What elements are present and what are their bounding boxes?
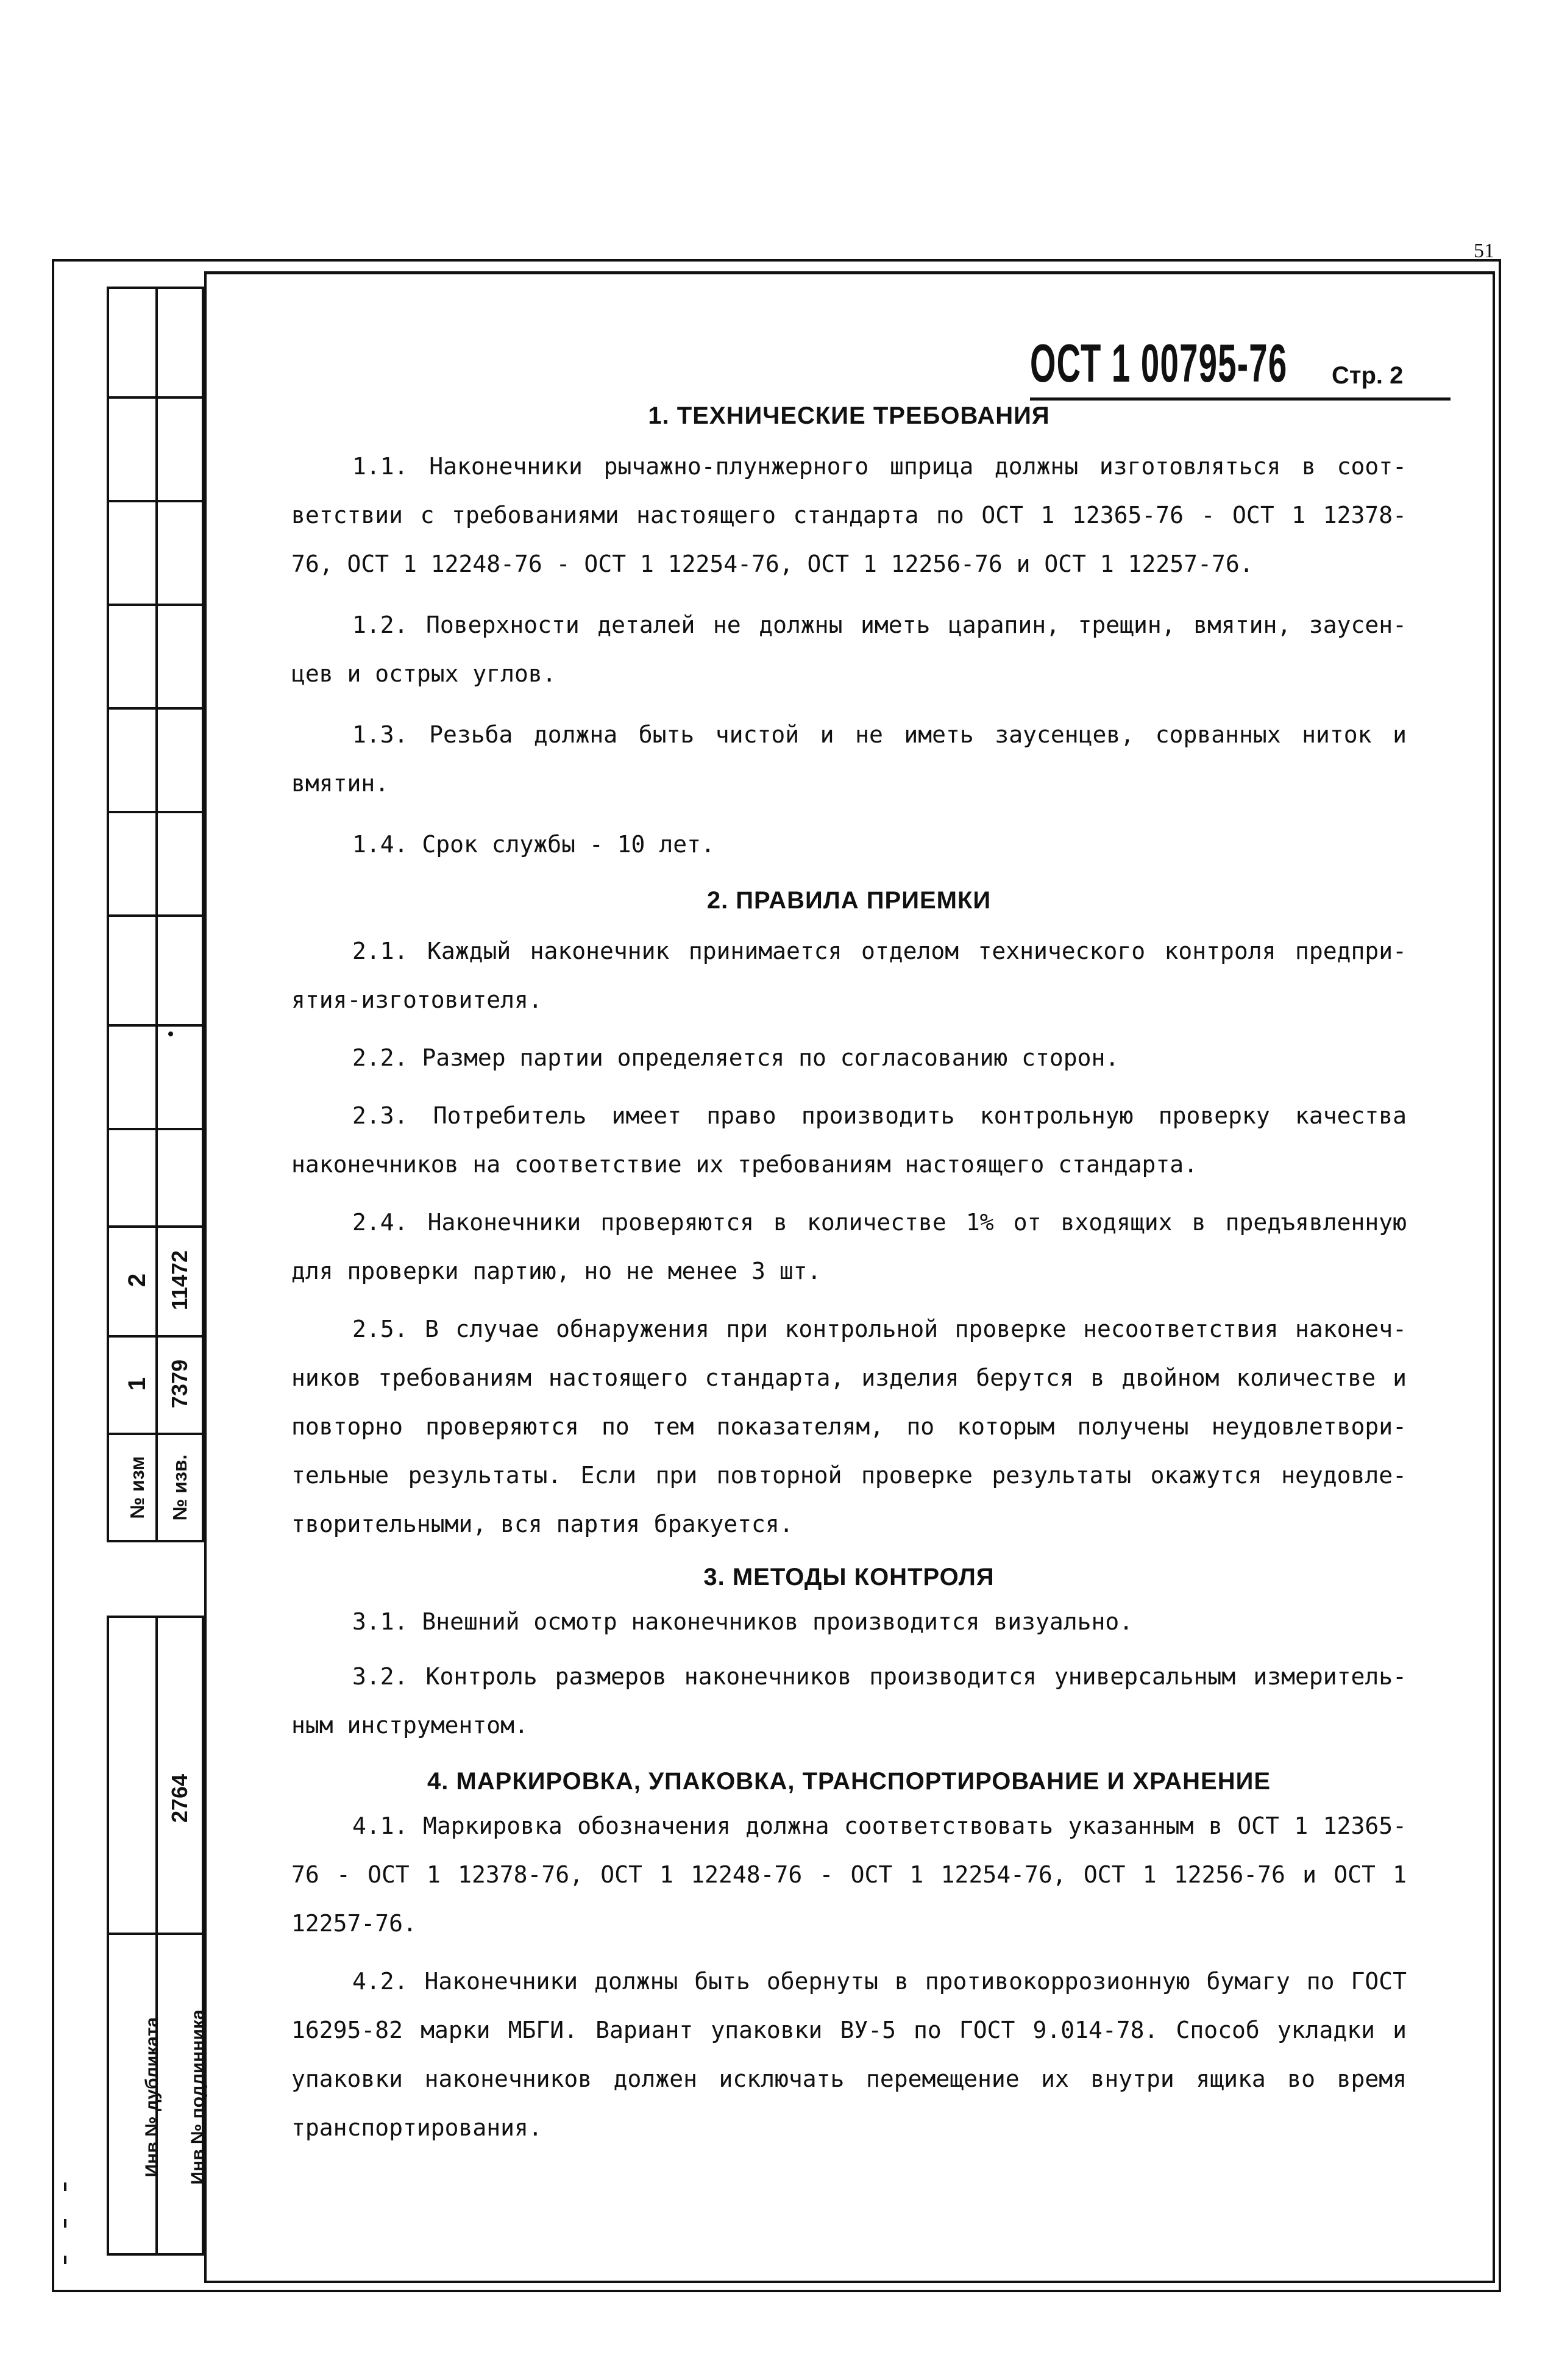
changes-row-line (107, 396, 204, 399)
change-no-label: № изм (126, 1456, 148, 1519)
document-designation (1030, 332, 1445, 394)
clause-text: 2.4. Наконечники проверяются в количестве 1% от входящих в предъявленную для проверки партию, но не менее 3 шт. (291, 1209, 1407, 1284)
clause-3-1 (291, 1597, 1407, 1646)
clause-1-1 (291, 442, 1407, 588)
margin-dash (64, 2219, 66, 2228)
changes-row-line (107, 604, 204, 606)
clause-text: 1.2. Поверхности деталей не должны иметь царапин, трещин, вмятин, заусен-цев и острых углов. (291, 611, 1407, 687)
standard-code: ОСТ 1 00795-76 (1030, 333, 1288, 393)
clause-1-3 (291, 710, 1407, 808)
clause-3-2 (291, 1652, 1407, 1750)
changes-row-line (107, 1128, 204, 1130)
clause-text: 4.2. Наконечники должны быть обернуты в противокоррозионную бумагу по ГОСТ 16295-82 марки МБГИ. Вариант упаковки ВУ-5 по ГОСТ 9.014-78. Способ укладки и упаковки наконечников должен исключать перемещение их внутри ящика во время транспортирования. (291, 1968, 1407, 2141)
change-1: 1 (124, 1377, 151, 1391)
clause-2-3 (291, 1091, 1407, 1189)
clause-text: 3.1. Внешний осмотр наконечников производится визуально. (352, 1608, 1134, 1635)
clause-text: 2.5. В случае обнаружения при контрольной проверке несоответствия наконеч-ников требованиям настоящего стандарта, изделия берутся в двойном количестве и повторно проверяются по тем показателям, по которым получены неудовлетвори-тельные результаты. Если при повторной проверке результаты окажутся неудовле-творительными, вся партия бракуется. (291, 1316, 1407, 1537)
clause-text: 4.1. Маркировка обозначения должна соответствовать указанным в ОСТ 1 12365-76 - ОСТ 1 12378-76, ОСТ 1 12248-76 - ОСТ 1 12254-76, ОСТ 1 12256-76 и ОСТ 1 12257-76. (291, 1812, 1407, 1937)
clause-2-4 (291, 1198, 1407, 1295)
margin-dash (64, 2256, 66, 2264)
clause-text: 1.1. Наконечники рычажно-плунжерного шприца должны изготовляться в соот-ветствии с требованиями настоящего стандарта по ОСТ 1 12365-76 - ОСТ 1 12378-76, ОСТ 1 12248-76 - ОСТ 1 12254-76, ОСТ 1 12256-76 и ОСТ 1 12257-76. (291, 453, 1407, 577)
changes-row-line (107, 1225, 204, 1228)
duplicate-inv-label: Инв № дубликата (142, 2017, 162, 2178)
page-label: Стр. 2 (1332, 362, 1404, 389)
margin-dash (64, 2182, 66, 2191)
document-body (291, 396, 1407, 2152)
clause-text: 2.1. Каждый наконечник принимается отделом технического контроля предпри-ятия-изготовителя. (291, 938, 1407, 1013)
doc-2: 11472 (167, 1250, 192, 1311)
doc-1: 7379 (167, 1359, 192, 1409)
original-inv-label: Инв № подлинника (188, 2009, 208, 2185)
clause-2-1 (291, 927, 1407, 1024)
original-inv-number: 2764 (167, 1773, 192, 1823)
changes-row-line (107, 914, 204, 917)
changes-row-line (107, 811, 204, 813)
change-2: 2 (124, 1273, 151, 1288)
clause-1-2 (291, 600, 1407, 698)
changes-row-line (107, 500, 204, 502)
changes-row-line (107, 707, 204, 710)
section-title: 1. ТЕХНИЧЕСКИЕ ТРЕБОВАНИЯ (648, 402, 1050, 429)
clause-4-2 (291, 1957, 1407, 2152)
clause-text: 2.2. Размер партии определяется по согласованию сторон. (352, 1044, 1120, 1071)
clause-text: 1.4. Срок службы - 10 лет. (352, 831, 715, 858)
clause-1-4 (291, 820, 1407, 869)
clause-text: 3.2. Контроль размеров наконечников производится универсальным измеритель-ным инструментом. (291, 1663, 1407, 1739)
clause-2-5 (291, 1305, 1407, 1548)
changes-row-line (107, 1024, 204, 1027)
clause-2-2 (291, 1033, 1407, 1082)
mark-dot (168, 1031, 173, 1036)
inventory-row-line (107, 1933, 204, 1935)
clause-4-1 (291, 1801, 1407, 1948)
sheet-number: 51 (1474, 240, 1494, 262)
section-title: 2. ПРАВИЛА ПРИЕМКИ (706, 887, 992, 914)
section-title: 4. МАРКИРОВКА, УПАКОВКА, ТРАНСПОРТИРОВАНИЕ И ХРАНЕНИЕ (427, 1768, 1271, 1795)
clause-text: 2.3. Потребитель имеет право производить контрольную проверку качества наконечников на соответствие их требованиям настоящего стандарта. (291, 1102, 1407, 1178)
section-title: 3. МЕТОДЫ КОНТРОЛЯ (703, 1564, 995, 1591)
doc-no-label: № изв. (169, 1454, 191, 1521)
clause-text: 1.3. Резьба должна быть чистой и не иметь заусенцев, сорванных ниток и вмятин. (291, 721, 1407, 797)
